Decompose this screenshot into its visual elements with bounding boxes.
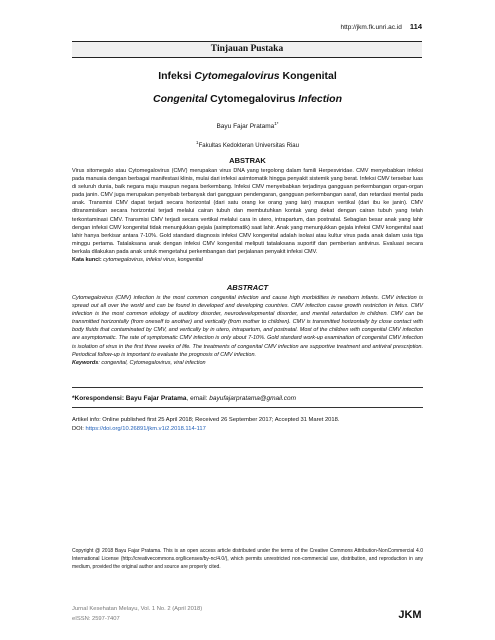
copyright-notice: Copyright @ 2018 Bayu Fajar Pratama. This is an open access article distributed under the terms of the Creative Commons Attribution-NonCommercial 4.0 International License (http://creativecommons.org/licenses/by-nc/4.0/), which permits unrestricted non-commercial use, distribution, and reproduction in any medium, provided the original author and source are properly cited.: [72, 548, 423, 570]
correspondence-email[interactable]: bayufajarpratama@gmail.com: [209, 395, 297, 402]
article-title-english: Congenital Cytomegalovirus Infection: [152, 93, 343, 105]
jkm-logo: [398, 604, 422, 622]
abstrak-keywords: Kata kunci: cytomegalovirus, infeksi virus, kongenital: [72, 257, 203, 264]
journal-citation: Jurnal Kesehatan Melayu, Vol. 1 No. 2 (April 2018): [72, 606, 203, 612]
abstrak-body: Virus sitomegalo atau Cytomegalovirus (CMV) merupakan virus DNA yang tergolong dalam famili Herpesviridae. CMV menyebabkan infeksi pada manusia dengan berbagai manifestasi klinis, mulai dari infeksi asimtomatik hingga penyakit sistemik yang berat. Infeksi CMV tersebar luas di seluruh dunia, baik negara maju maupun negara berkembang. Infeksi CMV menyebabkan terjadinya gangguan perkembangan organ-organ pada janin. CMV juga merupakan penyebab terbanyak dari gangguan pendengaran, gangguan perkembangan saraf, dan retardasi mental pada anak. Transmisi CMV dapat terjadi secara horizontal (dari satu orang ke orang yang lain) maupun vertikal (dari ibu ke janin). CMV ditransmisikan secara horizontal terjadi melalui cairan tubuh dan membutuhkan kontak yang dekat dengan cairan tubuh yang telah terkontaminasi CMV. Transmisi CMV terjadi secara vertikal melalui cara in utero, intrapartum, dan postnatal. Sebagian besar anak yang lahir dengan infeksi CMV kongenital tidak menunjukkan gejala (asimptomatik) saat lahir. Anak yang menunjukkan gejala infeksi CMV kongenital saat lahir hanya berkisar antara 7-10%. Gold standard diagnosis infeksi CMV kongenital adalah isolasi atau kultur virus pada anak dalam usia tiga minggu pertama. Tatalaksana anak dengan infeksi CMV kongenital meliputi tatalaksana suportif dan pemberian antivirus. Evaluasi secara berkala dilakukan pada anak untuk mengetahui perkembangan dari perjalanan penyakit infeksi CMV. Kata kunci: cytomegalovirus, infeksi virus, kongenital: [72, 168, 423, 264]
article-info: Artikel info: Online published first 25 April 2018; Received 26 September 2017; Accepted 31 Maret 2018. DOI: https://doi.org/10.26891/jkm.v1i2.2018.114-117: [72, 417, 340, 432]
running-header: [340, 22, 422, 31]
abstract-body: Cytomegalovirus (CMV) infection is the most common congenital infection and cause high morbidities in newborn infants. CMV infection is spread out all over the world and can be found in developed and developing countries. CMV infection cause growth restriction in fetus. CMV infection is the most common etiology of auditory disorder, neurodevelopmental disorder, and mental retardation in children. CMV can be transmitted horizontally (from oneself to another) and vertically (from mother to children). CMV is transmitted horizontally by close contact with body fluids that contaminated by CMV, and vertically by in utero, intrapartum, and postnatal. Most of the children with congenital CMV infection are asymptomatic. The rate of symptomatic CMV infection is only about 7-10%. Gold standard work-up examination of congenital CMV infection is isolation of virus in the first three weeks of life. The treatments of congenital CMV infection are supportive treatment and antiviral prescription. Periodical follow-up is important to evaluate the prognosis of CMV infection. Keywords: congenital, Cytomegalovirus, viral infection: [72, 295, 423, 366]
article-title-indonesian: Infeksi Cytomegalovirus Kongenital: [158, 70, 337, 82]
abstrak-heading: ABSTRAK: [229, 156, 266, 165]
journal-url[interactable]: http://jkm.fk.unri.ac.id: [340, 24, 402, 31]
abstract-heading: ABSTRACT: [226, 283, 269, 292]
article-dates: Artikel info: Online published first 25 April 2018; Received 26 September 2017; Accepted 31 Maret 2018.: [72, 417, 340, 423]
abstract-keywords: Keywords: congenital, Cytomegalovirus, viral infection: [72, 359, 206, 366]
page-number: 114: [409, 22, 422, 31]
svg-text:JKM: JKM: [398, 609, 422, 621]
page-footer: [72, 604, 202, 624]
affiliation-line: $^1$Fakultas Kedokteran Universitas Riau: [196, 140, 299, 149]
doi-link[interactable]: https://doi.org/10.26891/jkm.v1i2.2018.114-117: [85, 426, 206, 432]
author-line: Bayu Fajar Pratama$^{1*}$: [216, 121, 279, 131]
section-heading: Tinjauan Pustaka: [72, 41, 422, 58]
divider-top: [72, 387, 423, 388]
eissn: eISSN: 2597-7407: [72, 616, 120, 622]
divider-bottom: [72, 407, 423, 408]
correspondence: *Korespondensi: Bayu Fajar Pratama, email: bayufajarpratama@gmail.com: [72, 395, 297, 402]
